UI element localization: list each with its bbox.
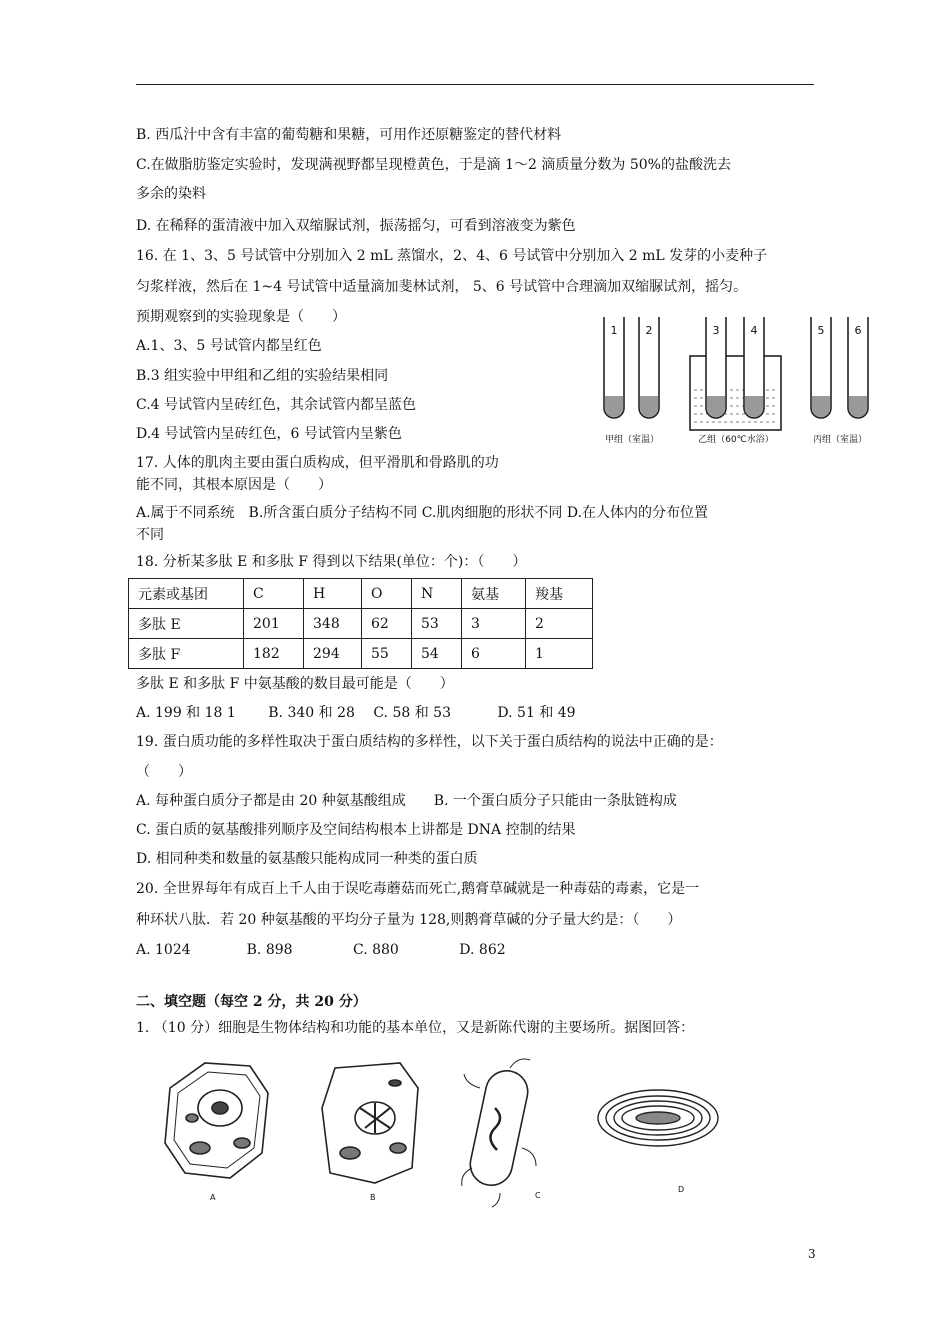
table-row <box>129 609 593 639</box>
question-18-prompt: 多肽 E 和多肽 F 中氨基酸的数目最可能是（ ） <box>136 676 454 692</box>
table-header-cell: N <box>412 579 462 609</box>
table-header-cell: 元素或基团 <box>129 579 244 609</box>
table-cell: 201 <box>244 609 304 639</box>
liquid-3 <box>707 396 725 417</box>
table-cell: 多肽 E <box>129 609 244 639</box>
animal-cell-b <box>322 1063 418 1183</box>
question-20-line-1: 20. 全世界每年有成百上千人由于误吃毒蘑菇而死亡,鹅膏草碱就是一种毒菇的毒素，它是一 <box>136 881 700 897</box>
q20-options: A. 1024 B. 898 C. 880 D. 862 <box>136 942 506 958</box>
option-b-line: B. 西瓜汁中含有丰富的葡萄糖和果糖，可用作还原糖鉴定的替代材料 <box>136 127 562 143</box>
fill-question-1: 1. （10 分）细胞是生物体结构和功能的基本单位，又是新陈代谢的主要场所。据图回答： <box>136 1020 695 1036</box>
figure-label: B <box>370 1193 376 1202</box>
q16-option-b: B.3 组实验中甲组和乙组的实验结果相同 <box>136 368 389 384</box>
table-cell: 294 <box>304 639 362 669</box>
option-c-line-cont: 多余的染料 <box>136 186 206 202</box>
question-16-line-1: 16. 在 1、3、5 号试管中分别加入 2 mL 蒸馏水，2、4、6 号试管中分别加入 2 mL 发芽的小麦种子 <box>136 248 768 264</box>
liquid-4 <box>745 396 763 417</box>
table-header-cell: H <box>304 579 362 609</box>
q18-options: A. 199 和 18 1 B. 340 和 28 C. 58 和 53 D. 51 和 49 <box>136 705 576 721</box>
header-rule <box>136 84 814 85</box>
option-d-line: D. 在稀释的蛋清液中加入双缩脲试剂，振荡摇匀，可看到溶液变为紫色 <box>136 218 576 234</box>
q19-option-d: D. 相同种类和数量的氨基酸只能构成同一种类的蛋白质 <box>136 851 478 867</box>
bacterium-c <box>462 1059 536 1207</box>
group-label: 丙组（室温） <box>812 435 868 445</box>
table-cell: 6 <box>462 639 526 669</box>
question-16-line-3: 预期观察到的实验现象是（ ） <box>136 309 346 325</box>
figure-label: A <box>210 1193 216 1202</box>
water-bath <box>690 356 781 430</box>
table-header-cell: 羧基 <box>526 579 593 609</box>
q16-option-d: D.4 号试管内呈砖红色，6 号试管内呈紫色 <box>136 426 402 442</box>
question-19-bracket: （ ） <box>136 764 192 780</box>
table-cell: 55 <box>362 639 412 669</box>
tube-number: 1 <box>610 324 618 337</box>
q16-option-c: C.4 号试管内呈砖红色，其余试管内都呈蓝色 <box>136 397 417 413</box>
figure-label: C <box>535 1191 541 1200</box>
tube-number: 4 <box>750 324 758 337</box>
question-16-line-2: 匀浆样液，然后在 1~4 号试管中适量滴加斐林试剂， 5、6 号试管中合理滴加双缩脲试剂，摇匀。 <box>136 279 748 295</box>
liquid-2 <box>640 396 658 417</box>
table-cell: 182 <box>244 639 304 669</box>
group-label: 乙组（60℃水浴） <box>698 435 774 445</box>
element-table <box>128 578 593 669</box>
tube-number: 3 <box>712 324 720 337</box>
tube-number: 2 <box>645 324 653 337</box>
plant-cell-a <box>165 1063 268 1178</box>
liquid-6 <box>849 396 867 417</box>
option-c-line: C.在做脂肪鉴定实验时，发现满视野都呈现橙黄色，于是滴 1～2 滴质量分数为 50%的盐酸洗去 <box>136 157 731 173</box>
table-cell: 2 <box>526 609 593 639</box>
table-cell: 多肽 F <box>129 639 244 669</box>
table-header-cell: 氨基 <box>462 579 526 609</box>
table-cell: 1 <box>526 639 593 669</box>
table-cell: 54 <box>412 639 462 669</box>
question-19-line: 19. 蛋白质功能的多样性取决于蛋白质结构的多样性，以下关于蛋白质结构的说法中正确的是： <box>136 734 723 750</box>
question-17-line-1: 17. 人体的肌肉主要由蛋白质构成，但平滑肌和骨路肌的功 <box>136 455 499 471</box>
section-heading: 二、填空题（每空 2 分，共 20 分） <box>136 994 367 1010</box>
table-cell: 3 <box>462 609 526 639</box>
tube-number: 6 <box>854 324 862 337</box>
table-header-cell: O <box>362 579 412 609</box>
liquid-1 <box>605 396 623 417</box>
q16-option-a: A.1、3、5 号试管内都呈红色 <box>136 338 322 354</box>
question-20-line-2: 种环状八肽．若 20 种氨基酸的平均分子量为 128,则鹅膏草碱的分子量大约是：（ ） <box>136 912 682 928</box>
q17-options: A.属于不同系统 B.所含蛋白质分子结构不同 C.肌肉细胞的形状不同 D.在人体内的分布位置 <box>136 505 709 521</box>
tube-number: 5 <box>817 324 825 337</box>
figure-label: D <box>678 1185 685 1194</box>
liquid-5 <box>812 396 830 417</box>
question-17-line-2: 能不同，其根本原因是（ ） <box>136 477 332 493</box>
q17-options-cont: 不同 <box>136 527 164 543</box>
cells-figure <box>150 1048 730 1208</box>
question-18-line: 18. 分析某多肽 E 和多肽 F 得到以下结果(单位：个)：（ ） <box>136 554 527 570</box>
table-header-cell: C <box>244 579 304 609</box>
group-label: 甲组（室温） <box>604 435 660 445</box>
page-number: 3 <box>808 1247 816 1261</box>
q19-option-c: C. 蛋白质的氨基酸排列顺序及空间结构根本上讲都是 DNA 控制的结果 <box>136 822 576 838</box>
table-cell: 62 <box>362 609 412 639</box>
table-row <box>129 639 593 669</box>
test-tubes-figure <box>596 312 876 452</box>
table-header-row <box>129 579 593 609</box>
table-cell: 348 <box>304 609 362 639</box>
table-cell: 53 <box>412 609 462 639</box>
q19-options-ab: A. 每种蛋白质分子都是由 20 种氨基酸组成 B. 一个蛋白质分子只能由一条肽链构成 <box>136 793 677 809</box>
oval-body-d <box>598 1090 718 1146</box>
